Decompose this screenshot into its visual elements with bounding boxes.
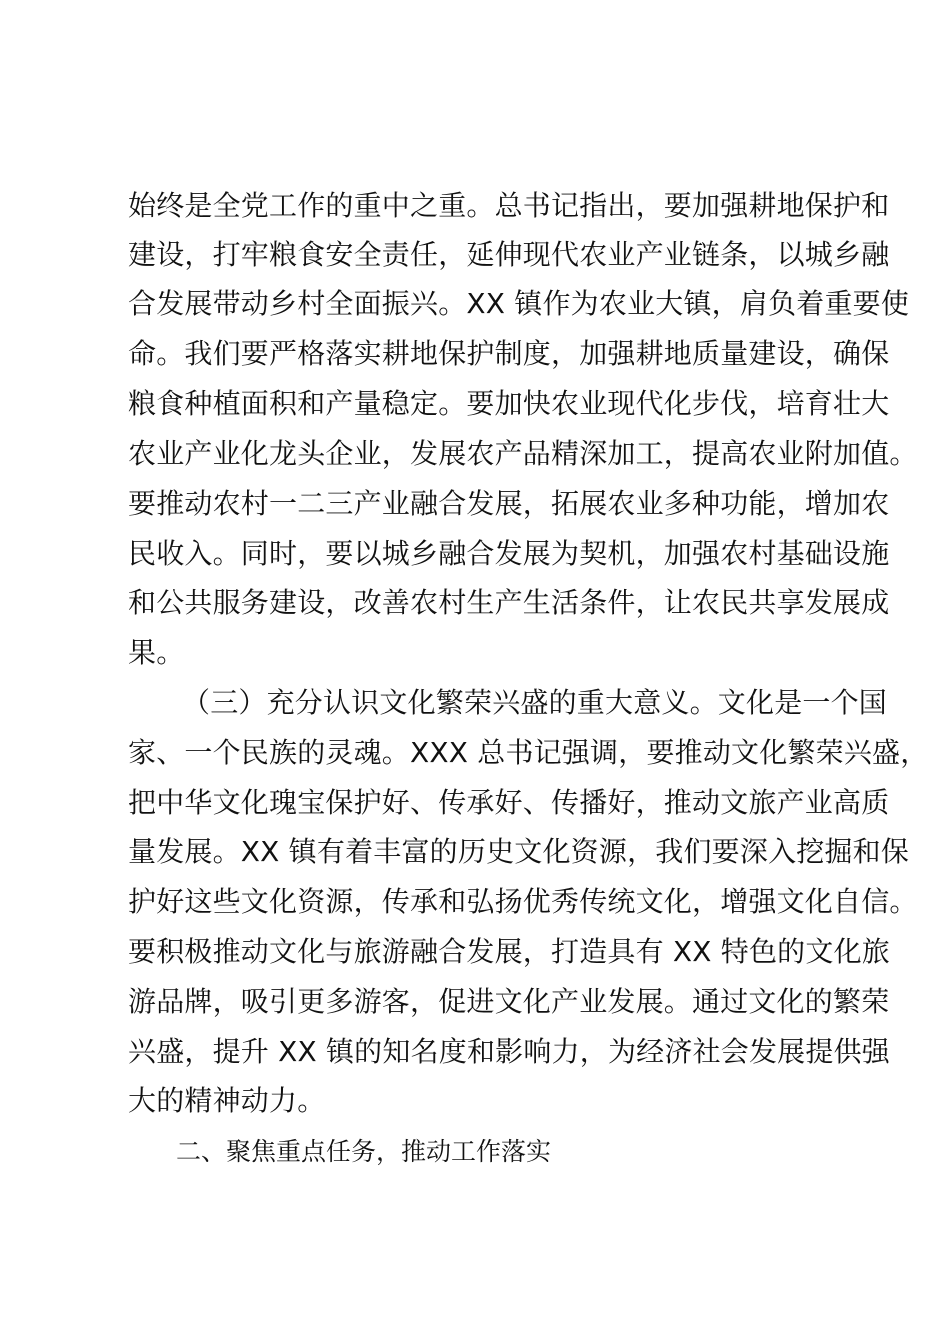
text-line: 果。 <box>128 636 185 669</box>
text-line: 家、一个民族的灵魂。XXX 总书记强调，要推动文化繁荣兴盛， <box>128 736 929 769</box>
text-line: 粮食种植面积和产量稳定。要加快农业现代化步伐，培育壮大 <box>128 387 890 420</box>
text-line: 把中华文化瑰宝保护好、传承好、传播好，推动文旅产业高质 <box>128 786 890 819</box>
section-heading: 二、聚焦重点任务，推动工作落实 <box>176 1137 552 1166</box>
text-line: 要积极推动文化与旅游融合发展，打造具有 XX 特色的文化旅 <box>128 935 890 968</box>
text-line: 要推动农村一二三产业融合发展，拓展农业多种功能，增加农 <box>128 487 890 520</box>
text-line: 始终是全党工作的重中之重。总书记指出，要加强耕地保护和 <box>128 189 890 222</box>
text-line: 农业产业化龙头企业，发展农产品精深加工，提高农业附加值。 <box>128 437 918 470</box>
text-line: 游品牌，吸引更多游客，促进文化产业发展。通过文化的繁荣 <box>128 985 890 1018</box>
text-line: 量发展。XX 镇有着丰富的历史文化资源，我们要深入挖掘和保 <box>128 835 910 868</box>
text-line: 合发展带动乡村全面振兴。XX 镇作为农业大镇，肩负着重要使 <box>128 287 910 320</box>
text-line: 兴盛，提升 XX 镇的知名度和影响力，为经济社会发展提供强 <box>128 1035 890 1068</box>
text-line: 和公共服务建设，改善农村生产生活条件，让农民共享发展成 <box>128 586 890 619</box>
text-line: 护好这些文化资源，传承和弘扬优秀传统文化，增强文化自信。 <box>128 885 918 918</box>
text-line: 民收入。同时，要以城乡融合发展为契机，加强农村基础设施 <box>128 537 890 570</box>
text-line: （三）充分认识文化繁荣兴盛的重大意义。文化是一个国 <box>182 686 888 719</box>
text-line: 命。我们要严格落实耕地保护制度，加强耕地质量建设，确保 <box>128 337 890 370</box>
text-line: 建设，打牢粮食安全责任，延伸现代农业产业链条，以城乡融 <box>128 238 890 271</box>
text-line: 大的精神动力。 <box>128 1084 326 1117</box>
